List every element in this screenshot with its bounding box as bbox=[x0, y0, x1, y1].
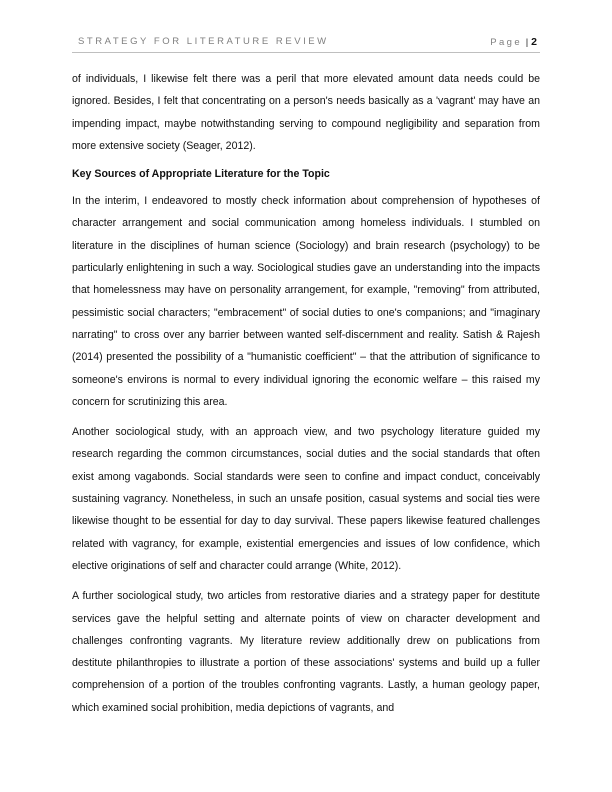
page-number: 2 bbox=[531, 36, 537, 48]
header-title: STRATEGY FOR LITERATURE REVIEW bbox=[78, 36, 329, 47]
body-paragraph: In the interim, I endeavored to mostly check information about comprehension of hypotheses of character arrangement and social communication among homeless individuals. I stumbled on literature in the disciplines of human science (Sociology) and brain research (psychology) to be particularly enlightening in such a way. Sociological studies gave an understanding into the impacts that homelessness may have on personality arrangement, for example, "removing" from attributed, pessimistic social characters; "embracement" of social duties to one's companions; and "imaginary narrating" to cross over any barrier between wanted self-discernment and reality. Satish & Rajesh (2014) presented the possibility of a "humanistic coefficient" – that the attribution of significance to someone's environs is normal to every individual ignoring the economic welfare – this raised my concern for scrutinizing this area. bbox=[72, 195, 540, 408]
body-paragraph: of individuals, I likewise felt there was a peril that more elevated amount data needs could be ignored. Besides, I felt that concentrating on a person's needs basically as a 'vagrant' may have an impending impact, maybe notwithstanding serving to compound negligibility and separation from more extensive society (Seager, 2012). bbox=[72, 73, 540, 152]
body-paragraph: Another sociological study, with an approach view, and two psychology literature guided my research regarding the common circumstances, social duties and the social standards that often exist among vagabonds. Social standards were seen to confine and impact conduct, conceivably sustaining vagrancy. Nonetheless, in such an unsafe position, casual systems and social ties were likewise thought to be essential for day to day survival. These papers likewise featured challenges related with vagrancy, for example, existential emergencies and issues of low confidence, which elective originations of self and character could arrange (White, 2012). bbox=[72, 426, 540, 572]
page-label: Page bbox=[490, 37, 523, 48]
body-paragraph: A further sociological study, two articles from restorative diaries and a strategy paper for destitute services gave the helpful setting and alternate points of view on character development and challenges confronting vagrants. My literature review additionally drew on publications from destitute philanthropies to illustrate a portion of these associations' systems and build up a fuller comprehension of a portion of the troubles confronting vagrants. Lastly, a human geology paper, which examined social prohibition, media depictions of vagrants, and bbox=[72, 590, 540, 714]
page-separator: | bbox=[525, 37, 529, 48]
page-header bbox=[72, 36, 540, 53]
section-heading: Key Sources of Appropriate Literature for the Topic bbox=[72, 168, 330, 181]
header-page-indicator bbox=[490, 36, 537, 48]
document-body bbox=[72, 68, 540, 727]
